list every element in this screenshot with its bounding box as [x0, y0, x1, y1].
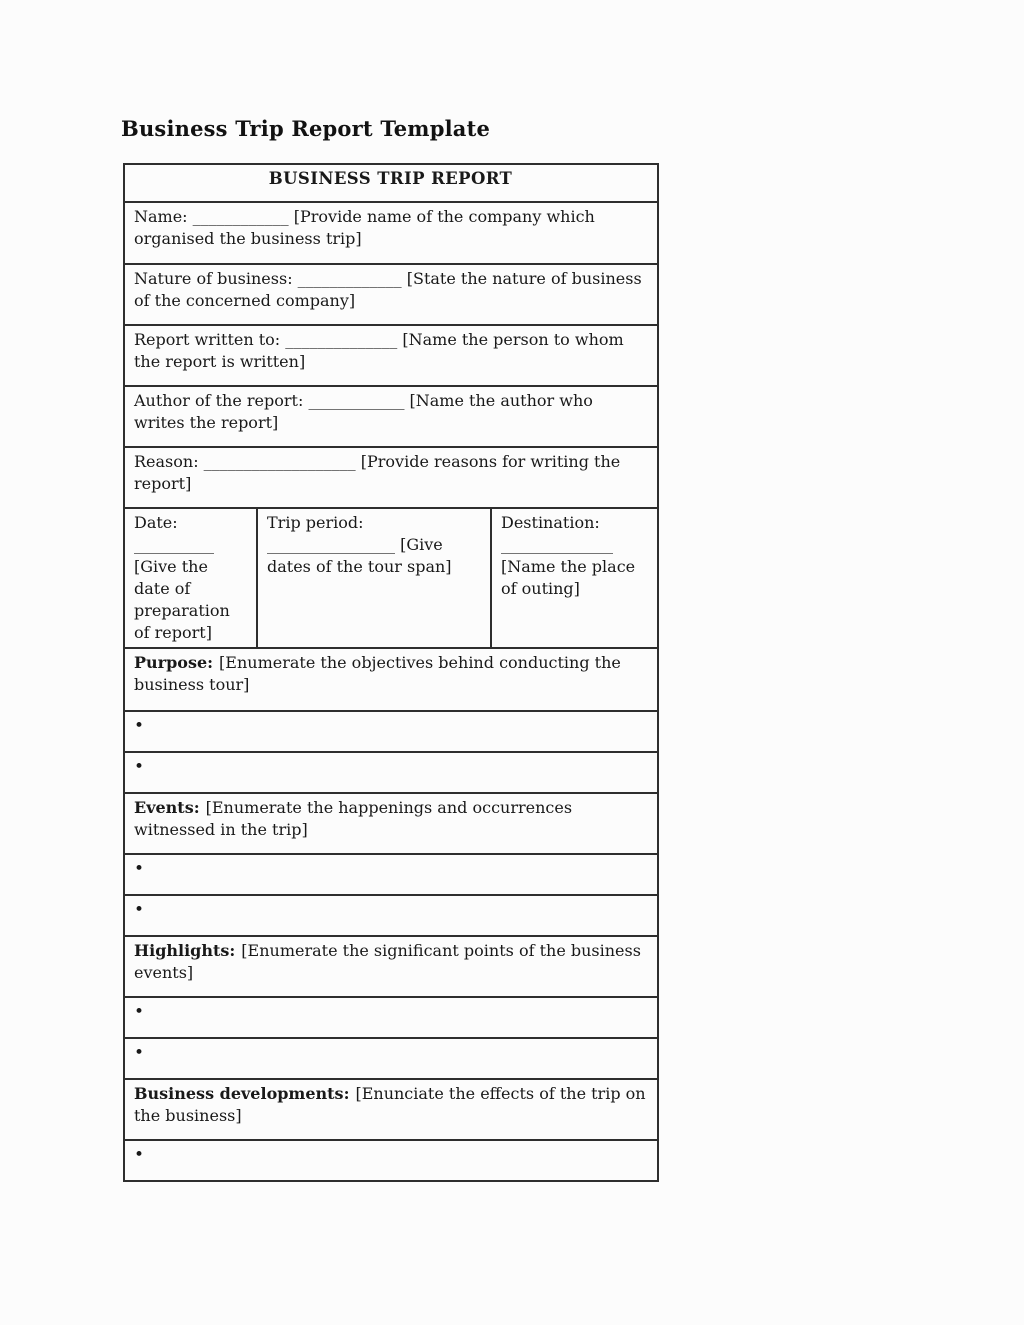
date-blank-line: __________: [134, 535, 214, 554]
business-developments-bullet-row: [124, 1140, 658, 1181]
bullet-marker: •: [134, 859, 145, 879]
purpose-hint: [Enumerate the objectives behind conducting the business tour]: [134, 653, 621, 694]
field-row-report-written-to: Report written to: ______________ [Name the person to whom the report is written]: [124, 325, 658, 386]
section-row-purpose: [124, 648, 658, 711]
field-row-name: Name: ____________ [Provide name of the company which organised the business trip]: [124, 202, 658, 264]
date-label: Date:: [134, 513, 178, 532]
bullet-marker: •: [134, 1043, 145, 1063]
section-row-business-developments: [124, 1079, 658, 1140]
section-row-highlights: [124, 936, 658, 997]
highlights-hint: [Enumerate the significant points of the business events]: [134, 941, 641, 982]
page-title: Business Trip Report Template: [121, 116, 491, 141]
date-hint: [Give the date of preparation of report]: [134, 557, 230, 642]
purpose-bullet-row-1: [124, 711, 658, 752]
field-row-reason: Reason: ___________________ [Provide reasons for writing the report]: [124, 447, 658, 508]
business-developments-hint: [Enunciate the effects of the trip on the business]: [134, 1084, 646, 1125]
trip-period-label: Trip period:: [267, 513, 364, 532]
events-hint: [Enumerate the happenings and occurrences witnessed in the trip]: [134, 798, 573, 839]
events-bullet-row-2: [124, 895, 658, 936]
field-row-nature-of-business: Nature of business: _____________ [State the nature of business of the concerned company]: [124, 264, 658, 325]
destination-cell: [491, 508, 658, 648]
destination-hint: [Name the place of outing]: [501, 557, 636, 598]
table-header: BUSINESS TRIP REPORT: [124, 164, 658, 202]
events-bullet-row-1: [124, 854, 658, 895]
field-row-author: Author of the report: ____________ [Name the author who writes the report]: [124, 386, 658, 447]
events-label: Events:: [134, 798, 200, 817]
business-trip-report-table: [123, 163, 659, 1182]
bullet-marker: •: [134, 1145, 145, 1165]
highlights-label: Highlights:: [134, 941, 236, 960]
purpose-bullet-row-2: [124, 752, 658, 793]
purpose-label: Purpose:: [134, 653, 214, 672]
bullet-marker: •: [134, 1002, 145, 1022]
section-row-events: [124, 793, 658, 854]
date-cell: [124, 508, 257, 648]
business-developments-label: Business developments:: [134, 1084, 350, 1103]
destination-label: Destination:: [501, 513, 600, 532]
highlights-bullet-row-1: [124, 997, 658, 1038]
bullet-marker: •: [134, 900, 145, 920]
trip-period-cell: [257, 508, 491, 648]
highlights-bullet-row-2: [124, 1038, 658, 1079]
bullet-marker: •: [134, 716, 145, 736]
trip-period-blank-and-hint: ________________ [Give dates of the tour span]: [267, 535, 452, 576]
bullet-marker: •: [134, 757, 145, 777]
destination-blank-line: ______________: [501, 535, 613, 554]
